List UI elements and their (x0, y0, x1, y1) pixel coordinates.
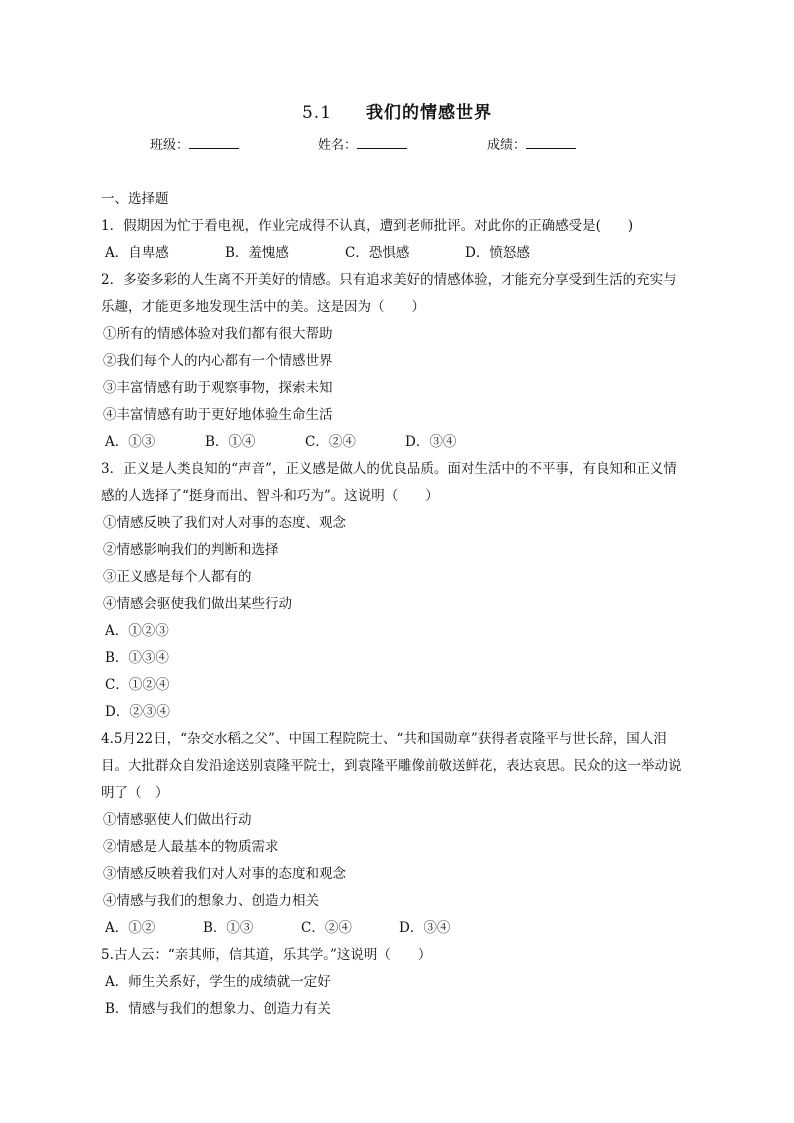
q3-option-a: A．①②③ (105, 623, 169, 639)
section-title: 一、选择题 (101, 191, 169, 207)
q4-option-a: A．①② (105, 920, 156, 936)
score-field (487, 134, 576, 153)
q2-item-3: ③丰富情感有助于观察事物，探索未知 (103, 380, 333, 396)
name-blank (357, 136, 407, 149)
q2-options (101, 429, 707, 456)
q4-option-b: B．①③ (203, 920, 254, 936)
page-title (0, 98, 794, 123)
name-field (318, 134, 407, 153)
q2-option-b: B．①④ (205, 434, 256, 450)
q4-item-3: ③情感反映着我们对人对事的态度和观念 (103, 866, 346, 882)
q2-item-2: ②我们每个人的内心都有一个情感世界 (103, 353, 333, 369)
q3-item-2: ②情感影响我们的判断和选择 (103, 542, 279, 558)
lesson-title: 我们的情感世界 (366, 103, 493, 123)
q4-option-c: C．②④ (301, 920, 352, 936)
q3-option-b: B．①③④ (105, 650, 169, 666)
q1-option-d: D．愤怒感 (465, 245, 530, 261)
q5-option-b: B．情感与我们的想象力、创造力有关 (105, 1001, 331, 1017)
q1-options (101, 240, 707, 267)
q4-item-2: ②情感是人最基本的物质需求 (103, 839, 279, 855)
class-blank (189, 136, 239, 149)
q2-item-1: ①所有的情感体验对我们都有很大帮助 (103, 326, 333, 342)
q4-stem-line3: 明了（ ） (101, 785, 169, 801)
lesson-number: 5.1 (301, 103, 333, 123)
q1-option-b: B．羞愧感 (225, 245, 289, 261)
q5-option-a: A．师生关系好，学生的成绩就一定好 (105, 974, 331, 990)
q4-stem-line1: 4.5月22日，“杂交水稻之父”、中国工程院院士、“共和国勋章”获得者袁隆平与世长辞，国人泪 (101, 731, 667, 747)
q3-option-c: C．①②④ (105, 677, 170, 693)
q1-option-a: A．自卑感 (105, 245, 169, 261)
q3-stem-line2: 感的人选择了“挺身而出、智斗和巧为”。这说明（ ） (101, 488, 439, 504)
student-info-row (150, 134, 610, 154)
q4-stem-line2: 目。大批群众自发沿途送别袁隆平院士，到袁隆平雕像前敬送鲜花，表达哀思。民众的这一举动说 (101, 758, 682, 774)
q3-item-1: ①情感反映了我们对人对事的态度、观念 (103, 515, 346, 531)
question-content (101, 186, 707, 1023)
q4-option-d: D．③④ (399, 920, 451, 936)
q5-stem: 5.古人云：“亲其师，信其道，乐其学。”这说明（ ） (101, 947, 432, 963)
q1-option-c: C．恐惧感 (345, 245, 410, 261)
score-blank (526, 136, 576, 149)
q2-option-c: C．②④ (305, 434, 356, 450)
q2-option-d: D．③④ (405, 434, 457, 450)
q3-option-d: D．②③④ (105, 704, 170, 720)
q3-stem-line1: 3．正义是人类良知的“声音”，正义感是做人的优良品质。面对生活中的不平事，有良知和正义情 (101, 461, 677, 477)
q3-item-3: ③正义感是每个人都有的 (103, 569, 252, 585)
q2-stem-line1: 2．多姿多彩的人生离不开美好的情感。只有追求美好的情感体验，才能充分享受到生活的充实与 (101, 272, 677, 288)
class-label: 班级： (150, 138, 190, 153)
q4-item-1: ①情感驱使人们做出行动 (103, 812, 252, 828)
q1-stem: 1．假期因为忙于看电视，作业完成得不认真，遭到老师批评。对此你的正确感受是( ) (101, 218, 634, 234)
q2-stem-line2: 乐趣，才能更多地发现生活中的美。这是因为（ ） (101, 299, 425, 315)
q3-item-4: ④情感会驱使我们做出某些行动 (103, 596, 292, 612)
q4-item-4: ④情感与我们的想象力、创造力相关 (103, 893, 319, 909)
score-label: 成绩： (487, 138, 527, 153)
q2-item-4: ④丰富情感有助于更好地体验生命生活 (103, 407, 333, 423)
name-label: 姓名： (318, 138, 358, 153)
q4-options (101, 915, 707, 942)
q2-option-a: A．①③ (105, 434, 156, 450)
class-field (150, 134, 239, 153)
